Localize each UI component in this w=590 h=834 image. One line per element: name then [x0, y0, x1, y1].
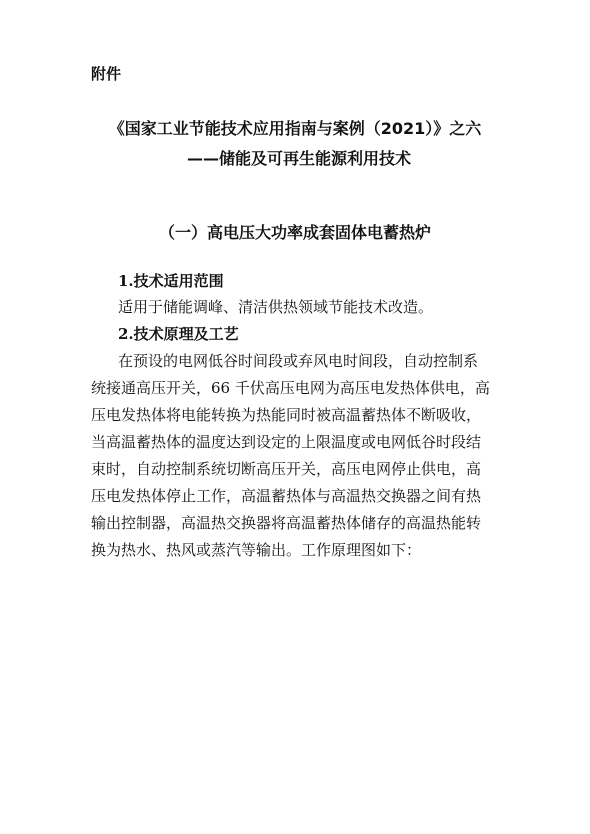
principle-line: 束时，自动控制系统切断高压开关，高压电网停止供电，高: [91, 460, 482, 478]
principle-line: 统接通高压开关，66 千伏高压电网为高压电发热体供电，高: [91, 379, 490, 397]
principle-heading: 2.技术原理及工艺: [118, 325, 239, 343]
principle-line: 输出控制器，高温热交换器将高温蓄热体储存的高温热能转: [91, 514, 482, 532]
principle-line: 压电发热体将电能转换为热能同时被高温蓄热体不断吸收，: [91, 406, 482, 424]
principle-line: 压电发热体停止工作，高温蓄热体与高温热交换器之间有热: [91, 487, 482, 505]
scope-text: 适用于储能调峰、清洁供热领域节能技术改造。: [118, 298, 434, 316]
document-title: 《国家工业节能技术应用指南与案例（2021）》之六: [108, 119, 482, 138]
principle-line: 当高温蓄热体的温度达到设定的上限温度或电网低谷时段结: [91, 433, 482, 451]
document-subtitle: ——储能及可再生能源利用技术: [186, 149, 411, 168]
attachment-label: 附件: [91, 65, 122, 83]
principle-line: 在预设的电网低谷时间段或弃风电时间段，自动控制系: [118, 352, 479, 370]
principle-line: 换为热水、热风或蒸汽等输出。工作原理图如下：: [91, 541, 422, 559]
scope-heading: 1.技术适用范围: [118, 272, 224, 290]
section-title: （一）高电压大功率成套固体电蓄热炉: [158, 223, 431, 242]
